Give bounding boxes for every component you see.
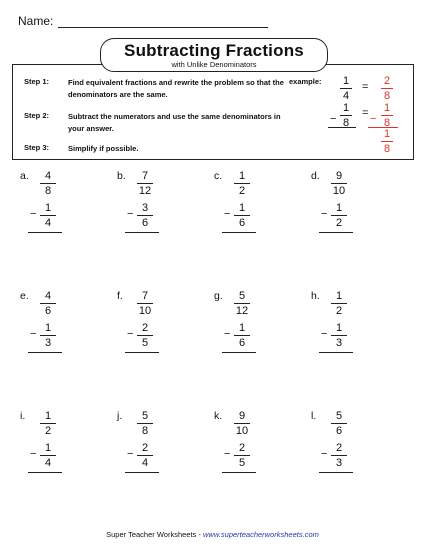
step-1-label: Step 1: [24,77,50,86]
example-fraction-1 [340,75,352,102]
example-fraction-2 [340,102,352,129]
fraction-bar [381,88,393,89]
denominator: 3 [335,337,343,349]
problem-letter: e. [20,290,29,302]
fraction-bar [137,335,153,336]
example-label: example: [289,77,322,86]
answer-line[interactable] [222,232,256,233]
minus-sign: − [224,208,231,220]
numerator: 1 [44,442,52,454]
answer-line[interactable] [222,352,256,353]
numerator: 1 [238,170,246,182]
minus-sign: − [127,208,134,220]
numerator: 1 [335,202,343,214]
bottom-fraction [331,322,347,349]
fraction-bar [340,115,352,116]
fraction-bar [40,215,56,216]
answer-line[interactable] [28,352,62,353]
problem-letter: d. [311,170,320,182]
minus-sign: − [330,113,337,125]
page-subtitle: with Unlike Denominators [171,60,257,69]
problem-e [20,290,100,360]
numerator: 1 [335,322,343,334]
problem-letter: h. [311,290,320,302]
bottom-fraction [40,442,56,469]
footer [0,530,425,539]
fraction-bar [381,115,393,116]
denominator: 5 [141,337,149,349]
problem-j [117,410,197,480]
fraction-bar [331,215,347,216]
numerator: 2 [335,442,343,454]
problem-f [117,290,197,360]
fraction-bar [234,455,250,456]
problem-letter: b. [117,170,126,182]
problem-a [20,170,100,240]
answer-line[interactable] [319,472,353,473]
top-fraction [137,290,153,317]
minus-sign: − [30,448,37,460]
answer-line[interactable] [125,352,159,353]
top-fraction [137,410,153,437]
top-fraction [137,170,153,197]
minus-sign: − [224,328,231,340]
fraction-bar [137,183,153,184]
problem-letter: k. [214,410,223,422]
denominator: 2 [238,185,246,197]
bottom-fraction [40,322,56,349]
denominator: 3 [44,337,52,349]
fraction-bar [234,183,250,184]
denominator: 2 [335,305,343,317]
fraction-bar [331,335,347,336]
page-title: Subtracting Fractions [124,41,304,60]
step-3-text: Simplify if possible. [68,144,139,153]
step-2-text: Subtract the numerators and use the same denominators in your answer. [68,112,281,133]
problem-k [214,410,294,480]
bottom-fraction [331,442,347,469]
problem-letter: j. [117,410,123,422]
numerator: 7 [141,170,149,182]
problem-i [20,410,100,480]
footer-link[interactable]: www.superteacherworksheets.com [202,530,319,539]
numerator: 9 [335,170,343,182]
step-3-label: Step 3: [24,143,50,152]
bottom-fraction [40,202,56,229]
bottom-fraction [137,202,153,229]
top-fraction [40,290,56,317]
numerator: 4 [44,290,52,302]
minus-sign: − [321,448,328,460]
title-banner [100,38,328,72]
answer-line[interactable] [125,232,159,233]
fraction-bar [40,183,56,184]
numerator: 1 [44,410,52,422]
answer-line[interactable] [319,232,353,233]
answer-line[interactable] [28,472,62,473]
denominator: 2 [44,425,52,437]
denominator: 10 [138,305,152,317]
top-fraction [331,170,347,197]
denominator: 4 [342,90,350,102]
bottom-fraction [234,202,250,229]
denominator: 10 [235,425,249,437]
equals-sign: = [362,81,369,93]
problem-letter: c. [214,170,223,182]
fraction-bar [40,455,56,456]
denominator: 12 [235,305,249,317]
denominator: 8 [383,90,391,102]
numerator: 1 [342,75,350,87]
equals-sign: = [362,107,369,119]
problem-g [214,290,294,360]
fraction-bar [340,88,352,89]
denominator: 10 [332,185,346,197]
denominator: 2 [335,217,343,229]
problem-letter: g. [214,290,223,302]
numerator: 1 [44,202,52,214]
minus-sign: − [30,208,37,220]
problem-letter: l. [311,410,317,422]
problem-letter: a. [20,170,29,182]
top-fraction [234,410,250,437]
fraction-bar [137,303,153,304]
problem-letter: i. [20,410,26,422]
fraction-bar [234,423,250,424]
problem-c [214,170,294,240]
step-2-label: Step 2: [24,111,50,120]
denominator: 4 [44,217,52,229]
bottom-fraction [331,202,347,229]
problem-h [311,290,391,360]
answer-line[interactable] [125,472,159,473]
minus-sign: − [127,328,134,340]
fraction-bar [331,303,347,304]
numerator: 1 [383,128,391,140]
fraction-bar [234,303,250,304]
numerator: 5 [335,410,343,422]
numerator: 5 [238,290,246,302]
minus-sign: − [321,208,328,220]
numerator: 5 [141,410,149,422]
numerator: 2 [238,442,246,454]
numerator: 2 [141,322,149,334]
numerator: 2 [383,75,391,87]
numerator: 4 [44,170,52,182]
name-label: Name: [18,14,54,28]
numerator: 7 [141,290,149,302]
fraction-bar [331,183,347,184]
fraction-bar [331,423,347,424]
denominator: 4 [141,457,149,469]
denominator: 8 [342,117,350,129]
answer-line[interactable] [222,472,256,473]
numerator: 1 [335,290,343,302]
denominator: 8 [44,185,52,197]
problem-letter: f. [117,290,123,302]
denominator: 6 [335,425,343,437]
example-fraction-1-equivalent [381,75,393,102]
numerator: 1 [383,102,391,114]
denominator: 4 [44,457,52,469]
denominator: 5 [238,457,246,469]
problem-d [311,170,391,240]
fraction-bar [234,215,250,216]
example-fraction-2-equivalent [381,102,393,129]
top-fraction [331,410,347,437]
denominator: 6 [238,337,246,349]
name-line[interactable] [58,27,268,28]
top-fraction [331,290,347,317]
problem-b [117,170,197,240]
numerator: 1 [238,202,246,214]
numerator: 1 [342,102,350,114]
fraction-bar [137,215,153,216]
top-fraction [234,290,250,317]
bottom-fraction [137,322,153,349]
denominator: 6 [141,217,149,229]
numerator: 3 [141,202,149,214]
numerator: 1 [44,322,52,334]
footer-text: Super Teacher Worksheets - [106,530,203,539]
denominator: 8 [141,425,149,437]
minus-sign: − [370,113,377,125]
minus-sign: − [30,328,37,340]
fraction-bar [381,141,393,142]
example-answer [381,128,393,155]
bottom-fraction [137,442,153,469]
answer-line[interactable] [319,352,353,353]
numerator: 9 [238,410,246,422]
minus-sign: − [224,448,231,460]
numerator: 2 [141,442,149,454]
top-fraction [40,170,56,197]
numerator: 1 [238,322,246,334]
fraction-bar [40,423,56,424]
minus-sign: − [321,328,328,340]
top-fraction [234,170,250,197]
denominator: 6 [44,305,52,317]
step-1-text: Find equivalent fractions and rewrite the problem so that the denominators are the same. [68,78,284,99]
fraction-bar [234,335,250,336]
denominator: 12 [138,185,152,197]
top-fraction [40,410,56,437]
bottom-fraction [234,322,250,349]
fraction-bar [137,455,153,456]
problem-l [311,410,391,480]
fraction-bar [331,455,347,456]
fraction-bar [137,423,153,424]
fraction-bar [40,335,56,336]
denominator: 3 [335,457,343,469]
minus-sign: − [127,448,134,460]
answer-line[interactable] [28,232,62,233]
denominator: 6 [238,217,246,229]
denominator: 8 [383,117,391,129]
fraction-bar [40,303,56,304]
denominator: 8 [383,143,391,155]
example-subtraction-line [328,127,356,128]
bottom-fraction [234,442,250,469]
